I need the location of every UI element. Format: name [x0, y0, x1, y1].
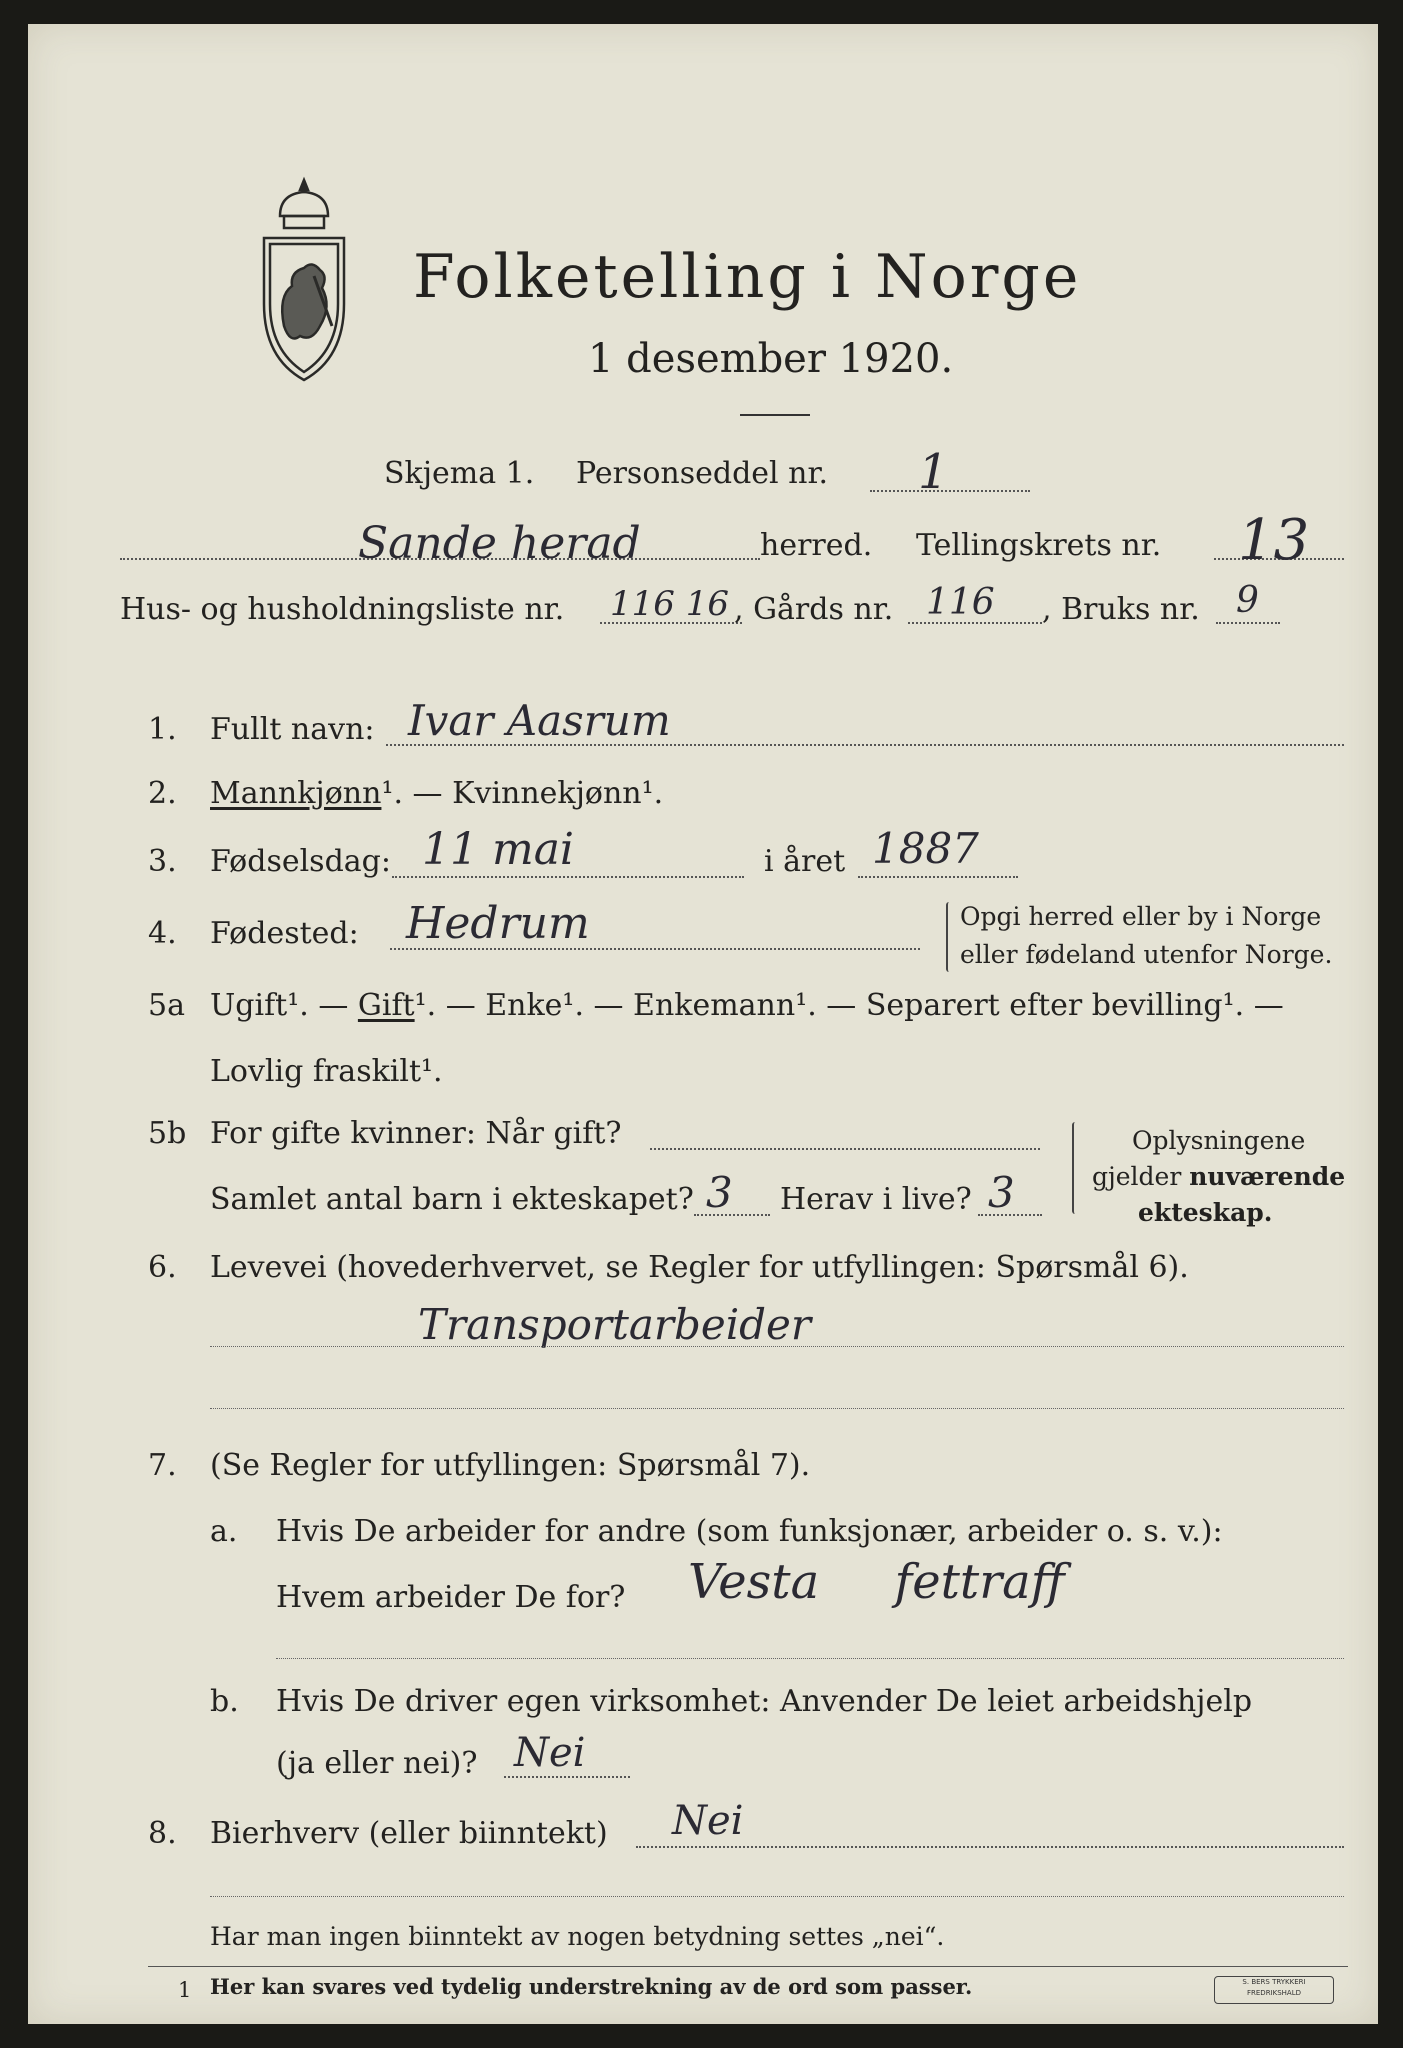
- hus-label: Hus- og husholdningsliste nr.: [120, 592, 565, 627]
- census-form: [28, 24, 1378, 2024]
- q6-label: Levevei (hovederhvervet, se Regler for utfyllingen: Spørsmål 6).: [210, 1250, 1189, 1285]
- bruks-label: , Bruks nr.: [1042, 592, 1200, 627]
- footer-divider: [148, 1966, 1348, 1967]
- q7b-letter: b.: [210, 1684, 239, 1719]
- q4-label: Fødested:: [210, 916, 359, 951]
- q2-sex-options: Mannkjønn¹. — Kvinnekjønn¹.: [210, 776, 664, 811]
- q7b-text: Hvis De driver egen virksomhet: Anvender De leiet arbeidshjelp: [276, 1684, 1253, 1719]
- footer-note: Har man ingen biinntekt av nogen betydning settes „nei“.: [210, 1922, 945, 1951]
- alive-label: Herav i live?: [780, 1182, 972, 1217]
- tellingskrets-label: Tellingskrets nr.: [916, 528, 1162, 563]
- birthplace-value: Hedrum: [406, 898, 590, 949]
- q3-line: [392, 876, 744, 878]
- q8-line2: [210, 1896, 1344, 1897]
- q4-brace: [946, 902, 952, 972]
- norwegian-coat-of-arms-icon: [250, 176, 358, 386]
- birthday-value: 11 mai: [422, 824, 575, 875]
- hus-value: 116 16: [610, 584, 729, 624]
- footnote-text: Her kan svares ved tydelig understrekning av de ord som passer.: [210, 1974, 973, 1999]
- q7-label: (Se Regler for utfyllingen: Spørsmål 7).: [210, 1448, 811, 1483]
- q8-line: [636, 1846, 1344, 1848]
- bruks-line: [1216, 622, 1280, 624]
- birth-year-value: 1887: [872, 824, 979, 873]
- employer-label: Hvem arbeider De for?: [276, 1580, 626, 1615]
- full-name-value: Ivar Aasrum: [408, 696, 671, 745]
- when-married-line: [650, 1148, 1040, 1150]
- male-option: Mannkjønn: [210, 776, 382, 811]
- q7a-line: [276, 1658, 1344, 1659]
- q5b-note-line3: ekteskap.: [1138, 1198, 1273, 1227]
- q7a-text: Hvis De arbeider for andre (som funksjonær, arbeider o. s. v.):: [276, 1514, 1223, 1549]
- personseddel-value: 1: [918, 444, 949, 500]
- employer-value: Vesta fettraff: [688, 1554, 1065, 1610]
- q4-note-line2: eller fødeland utenfor Norge.: [960, 940, 1333, 969]
- alive-value: 3: [988, 1168, 1015, 1217]
- q6-line2: [210, 1408, 1344, 1409]
- printer-stamp: S. BERS TRYKKERI FREDRIKSHALD: [1214, 1976, 1334, 2004]
- gards-value: 116: [926, 582, 995, 623]
- children-value: 3: [706, 1168, 733, 1217]
- occupation-value: Transportarbeider: [418, 1300, 811, 1349]
- when-married-label: For gifte kvinner: Når gift?: [210, 1116, 622, 1151]
- personseddel-line: [870, 490, 1030, 492]
- bruks-value: 9: [1236, 580, 1259, 621]
- q8-label: Bierhverv (eller biinntekt): [210, 1816, 608, 1851]
- herred-value: Sande herad: [358, 518, 641, 569]
- q3-label: Fødselsdag:: [210, 844, 391, 879]
- hired-help-value: Nei: [514, 1730, 586, 1776]
- form-title: Folketelling i Norge: [413, 242, 1082, 312]
- q5b-note-line1: Oplysningene: [1132, 1126, 1306, 1155]
- q1-label: Fullt navn:: [210, 712, 375, 747]
- q5b-note-line2: gjelder nuværende: [1092, 1162, 1346, 1191]
- year-line: [858, 876, 1018, 878]
- q5b-brace: [1072, 1122, 1078, 1214]
- personseddel-label: Personseddel nr.: [576, 456, 829, 491]
- q5b-number: 5b: [148, 1116, 187, 1151]
- q7-number: 7.: [148, 1448, 177, 1483]
- skjema-label: Skjema 1.: [384, 456, 535, 491]
- census-date: 1 desember 1920.: [588, 336, 954, 382]
- hired-help-line: [504, 1776, 630, 1778]
- q1-number: 1.: [148, 712, 177, 747]
- hired-help-label: (ja eller nei)?: [276, 1746, 478, 1781]
- q5a-number: 5a: [148, 988, 185, 1023]
- q4-note-line1: Opgi herred eller by i Norge: [960, 902, 1322, 931]
- children-label: Samlet antal barn i ekteskapet?: [210, 1182, 694, 1217]
- tellingskrets-value: 13: [1238, 508, 1310, 573]
- side-income-value: Nei: [672, 1798, 744, 1844]
- year-label: i året: [764, 844, 846, 879]
- q4-number: 4.: [148, 916, 177, 951]
- q2-number: 2.: [148, 776, 177, 811]
- q6-number: 6.: [148, 1250, 177, 1285]
- q7a-letter: a.: [210, 1514, 238, 1549]
- herred-label: herred.: [760, 528, 873, 563]
- female-option: Kvinnekjønn: [452, 776, 642, 811]
- q6-line1: [210, 1346, 1344, 1347]
- footnote-number: 1: [178, 1978, 192, 2002]
- marital-status-options: Ugift¹. — Gift¹. — Enke¹. — Enkemann¹. — Separert efter bevilling¹. —: [210, 988, 1284, 1023]
- divorced-option: Lovlig fraskilt¹.: [210, 1054, 443, 1089]
- q3-number: 3.: [148, 844, 177, 879]
- married-option: Gift: [357, 988, 415, 1023]
- q8-number: 8.: [148, 1816, 177, 1851]
- gards-label: , Gårds nr.: [734, 592, 894, 627]
- title-divider: [740, 414, 810, 416]
